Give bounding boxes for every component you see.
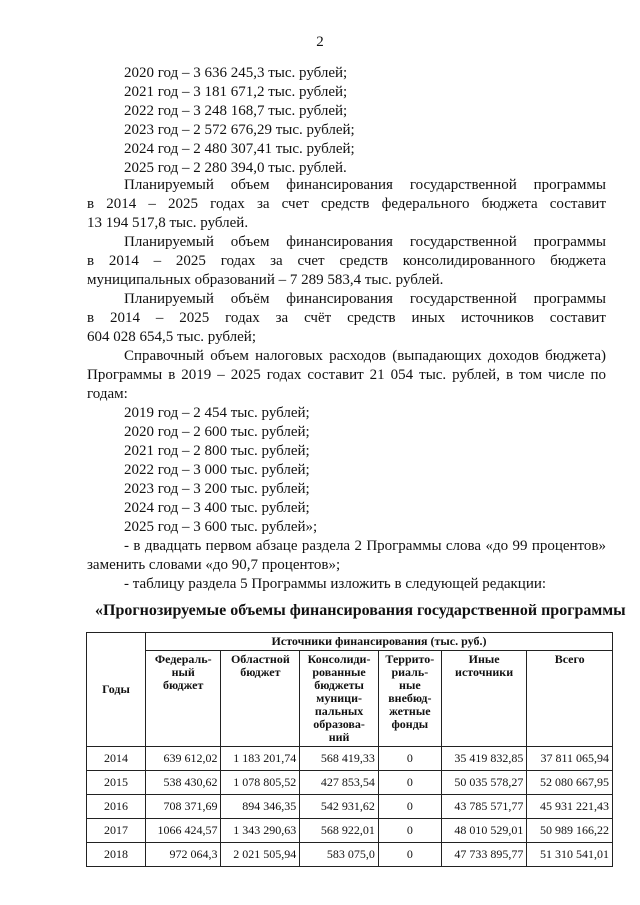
table-cell: 568 419,33	[300, 747, 379, 771]
table-cell: 50 989 166,22	[527, 819, 613, 843]
table-cell: 538 430,62	[146, 771, 221, 795]
tax-year-line: 2019 год – 2 454 тыс. рублей;	[124, 405, 310, 421]
column-header: Террито- риаль- ные внебюд- жетные фонды	[378, 651, 441, 747]
funding-year-line: 2020 год – 3 636 245,3 тыс. рублей;	[124, 65, 348, 81]
table-row	[87, 795, 613, 819]
table-cell: 894 346,35	[221, 795, 300, 819]
other-sources-paragraph-line: 604 028 654,5 тыс. рублей;	[87, 329, 256, 345]
funding-year-line: 2025 год – 2 280 394,0 тыс. рублей.	[124, 160, 347, 176]
table-row	[87, 819, 613, 843]
funding-year-line: 2023 год – 2 572 676,29 тыс. рублей;	[124, 122, 355, 138]
federal-paragraph-line: Планируемый объем финансирования государственной программы	[124, 177, 606, 193]
table-cell: 568 922,01	[300, 819, 379, 843]
municipal-paragraph-line: Планируемый объем финансирования государственной программы	[124, 234, 606, 250]
municipal-paragraph-line: муниципальных образований – 7 289 583,4 тыс. рублей.	[87, 272, 444, 288]
funding-year-line: 2024 год – 2 480 307,41 тыс. рублей;	[124, 141, 355, 157]
funding-year-line: 2022 год – 3 248 168,7 тыс. рублей;	[124, 103, 348, 119]
table-cell: 45 931 221,43	[527, 795, 613, 819]
table-cell: 2018	[87, 843, 146, 867]
table-cell: 2017	[87, 819, 146, 843]
tax-year-line: 2020 год – 2 600 тыс. рублей;	[124, 424, 310, 440]
column-header: Федераль- ный бюджет	[146, 651, 221, 747]
table-cell: 0	[378, 747, 441, 771]
financing-table	[86, 632, 613, 867]
column-header: Всего	[527, 651, 613, 747]
amendment-line: заменить словами «до 90,7 процентов»;	[87, 557, 341, 573]
other-sources-paragraph-line: Планируемый объём финансирования государственной программы	[124, 291, 606, 307]
table-heading: «Прогнозируемые объемы финансирования государственной программы	[95, 602, 626, 619]
table-cell: 48 010 529,01	[441, 819, 527, 843]
tax-year-line: 2024 год – 3 400 тыс. рублей;	[124, 500, 310, 516]
table-row	[87, 843, 613, 867]
page-number: 2	[316, 34, 324, 50]
other-sources-paragraph-line: в 2014 – 2025 годах за счёт средств иных источников составит	[87, 310, 606, 326]
table-cell: 52 080 667,95	[527, 771, 613, 795]
funding-year-line: 2021 год – 3 181 671,2 тыс. рублей;	[124, 84, 348, 100]
table-cell: 2016	[87, 795, 146, 819]
table-cell: 35 419 832,85	[441, 747, 527, 771]
table-cell: 0	[378, 771, 441, 795]
column-header: Областной бюджет	[221, 651, 300, 747]
tax-paragraph-line: годам:	[87, 386, 128, 402]
table-cell: 2 021 505,94	[221, 843, 300, 867]
tax-paragraph-line: Справочный объем налоговых расходов (выпадающих доходов бюджета)	[124, 348, 606, 364]
table-row	[87, 771, 613, 795]
federal-paragraph-line: в 2014 – 2025 годах за счет средств федерального бюджета составит	[87, 196, 606, 212]
table-cell: 427 853,54	[300, 771, 379, 795]
table-cell: 0	[378, 795, 441, 819]
table-cell: 583 075,0	[300, 843, 379, 867]
amendment-line: - таблицу раздела 5 Программы изложить в следующей редакции:	[124, 576, 547, 592]
tax-year-line: 2023 год – 3 200 тыс. рублей;	[124, 481, 310, 497]
table-cell: 43 785 571,77	[441, 795, 527, 819]
table-cell: 542 931,62	[300, 795, 379, 819]
table-cell: 51 310 541,01	[527, 843, 613, 867]
municipal-paragraph-line: в 2014 – 2025 годах за счет средств консолидированного бюджета	[87, 253, 606, 269]
sources-header: Источники финансирования (тыс. руб.)	[146, 633, 613, 651]
years-header: Годы	[87, 633, 146, 747]
table-cell: 2015	[87, 771, 146, 795]
table-cell: 1 343 290,63	[221, 819, 300, 843]
column-header: Иные источники	[441, 651, 527, 747]
column-header: Консолиди- рованные бюджеты муници- пальных образова- ний	[300, 651, 379, 747]
table-cell: 639 612,02	[146, 747, 221, 771]
table-cell: 1 078 805,52	[221, 771, 300, 795]
table-cell: 1 183 201,74	[221, 747, 300, 771]
tax-year-line: 2021 год – 2 800 тыс. рублей;	[124, 443, 310, 459]
table-cell: 2014	[87, 747, 146, 771]
table-cell: 47 733 895,77	[441, 843, 527, 867]
table-cell: 37 811 065,94	[527, 747, 613, 771]
table-cell: 708 371,69	[146, 795, 221, 819]
tax-paragraph-line: Программы в 2019 – 2025 годах составит 21 054 тыс. рублей, в том числе по	[87, 367, 606, 383]
federal-paragraph-line: 13 194 517,8 тыс. рублей.	[87, 215, 249, 231]
table-cell: 50 035 578,27	[441, 771, 527, 795]
table-cell: 972 064,3	[146, 843, 221, 867]
tax-year-line: 2025 год – 3 600 тыс. рублей»;	[124, 519, 318, 535]
table-cell: 0	[378, 819, 441, 843]
table-cell: 1066 424,57	[146, 819, 221, 843]
amendment-line: - в двадцать первом абзаце раздела 2 Программы слова «до 99 процентов»	[124, 538, 606, 554]
table-cell: 0	[378, 843, 441, 867]
tax-year-line: 2022 год – 3 000 тыс. рублей;	[124, 462, 310, 478]
table-row	[87, 747, 613, 771]
